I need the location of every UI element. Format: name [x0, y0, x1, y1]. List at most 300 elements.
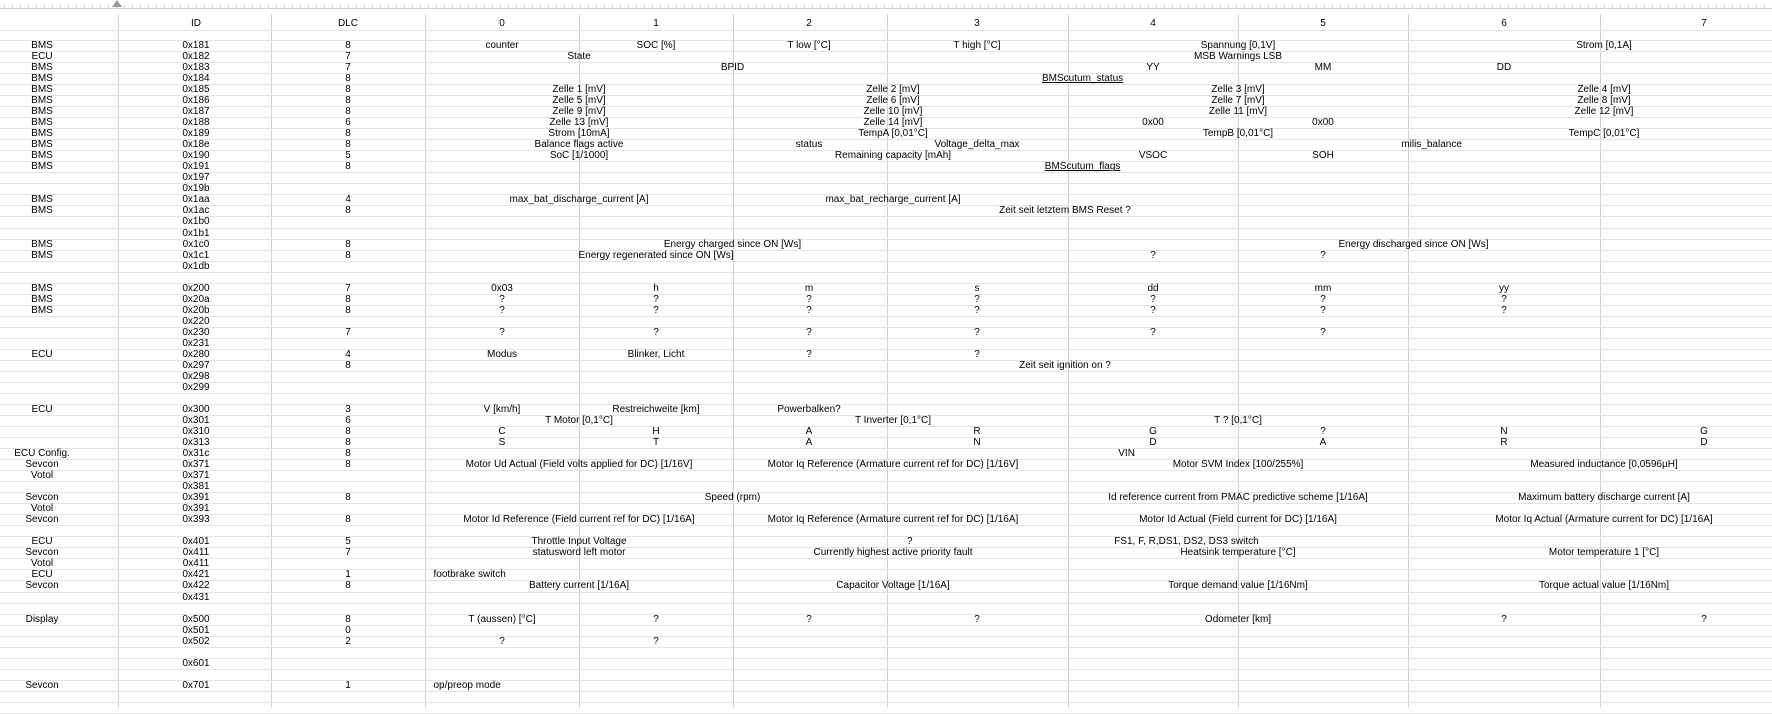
row-id[interactable]: 0x1ac — [182, 205, 210, 217]
row-id[interactable]: 0x313 — [182, 437, 210, 449]
byte-cell[interactable]: Zelle 4 [mV] — [1577, 84, 1631, 96]
byte-cell[interactable]: Motor SVM Index [100/255%] — [1172, 459, 1304, 471]
row-dlc[interactable]: 8 — [345, 95, 351, 107]
row-dlc[interactable]: 1 — [345, 679, 351, 691]
row-id[interactable]: 0x220 — [182, 315, 210, 327]
byte-cell[interactable]: Powerbalken? — [777, 403, 841, 415]
byte-cell[interactable]: YY — [1146, 62, 1160, 74]
byte-cell[interactable]: Motor Iq Reference (Armature current ref for DC) [1/16V] — [767, 459, 1019, 471]
row-id[interactable]: 0x31c — [182, 448, 210, 460]
byte-cell[interactable]: Strom [10mA] — [548, 128, 610, 140]
row-gridline — [0, 172, 1772, 173]
indent-marker-icon[interactable] — [112, 0, 122, 7]
byte-cell[interactable]: SoC [1/1000] — [549, 150, 609, 162]
byte-cell[interactable]: Zelle 8 [mV] — [1577, 95, 1631, 107]
header-byte-2[interactable]: 2 — [806, 18, 812, 29]
ruler-tick — [1196, 5, 1197, 8]
byte-cell[interactable]: ? — [1320, 293, 1326, 305]
byte-cell[interactable]: C — [498, 426, 506, 438]
row-id[interactable]: 0x411 — [182, 547, 210, 559]
row-dlc[interactable]: 8 — [345, 613, 351, 625]
byte-cell[interactable]: Zelle 14 [mV] — [863, 117, 923, 129]
byte-cell[interactable]: A — [805, 426, 813, 438]
row-id[interactable]: 0x431 — [182, 591, 210, 603]
row-gridline — [0, 669, 1772, 670]
byte-cell[interactable]: ? — [1150, 326, 1156, 338]
row-gridline — [0, 261, 1772, 262]
row-id[interactable]: 0x502 — [182, 635, 210, 647]
row-node[interactable]: BMS — [31, 62, 53, 74]
row-node[interactable]: BMS — [31, 106, 53, 118]
byte-cell[interactable]: ? — [499, 326, 505, 338]
row-id[interactable]: 0x391 — [182, 492, 210, 504]
byte-cell[interactable]: Remaining capacity [mAh] — [834, 150, 952, 162]
byte-cell[interactable]: Voltage_delta_max — [934, 139, 1020, 151]
byte-cell[interactable]: MSB Warnings LSB — [1194, 51, 1282, 63]
row-node[interactable]: BMS — [31, 238, 53, 250]
byte-cell[interactable]: Throttle Input Voltage — [531, 536, 627, 548]
byte-cell[interactable]: mm — [1314, 282, 1332, 294]
byte-cell[interactable]: R — [1500, 437, 1508, 449]
byte-cell[interactable]: ? — [806, 326, 812, 338]
byte-cell[interactable]: Energy charged since ON [Ws] — [663, 238, 802, 250]
byte-cell[interactable]: Modus — [486, 348, 518, 360]
ruler-tick — [44, 5, 45, 8]
header-byte-4[interactable]: 4 — [1150, 18, 1156, 29]
byte-cell[interactable]: SOH — [1312, 150, 1334, 162]
row-node[interactable]: Sevcon — [25, 492, 59, 504]
row-id[interactable]: 0x1b1 — [182, 227, 210, 239]
byte-cell[interactable]: TempA [0,01°C] — [858, 128, 928, 140]
byte-cell[interactable]: Heatsink temperature [°C] — [1180, 547, 1296, 559]
row-node[interactable]: BMS — [31, 117, 53, 129]
byte-cell[interactable]: Zeit seit ignition on ? — [1019, 359, 1111, 371]
byte-cell[interactable]: ? — [974, 348, 980, 360]
ruler-tick — [140, 5, 141, 8]
byte-cell[interactable]: ? — [1150, 304, 1156, 316]
byte-cell[interactable]: ? — [653, 326, 659, 338]
row-dlc[interactable]: 8 — [345, 293, 351, 305]
row-id[interactable]: 0x188 — [182, 117, 210, 129]
byte-cell[interactable]: Currently highest active priority fault — [813, 547, 973, 559]
row-dlc[interactable]: 1 — [345, 569, 351, 581]
byte-cell[interactable]: Motor Iq Reference (Armature current ref for DC) [1/16A] — [767, 514, 1019, 526]
byte-cell[interactable]: ? — [974, 613, 980, 625]
byte-cell[interactable]: T (aussen) [°C] — [468, 613, 536, 625]
row-node[interactable]: ECU — [31, 536, 53, 548]
row-dlc[interactable]: 0 — [345, 624, 351, 636]
row-id[interactable]: 0x189 — [182, 128, 210, 140]
byte-cell[interactable]: ? — [1150, 293, 1156, 305]
row-node[interactable]: Sevcon — [25, 459, 59, 471]
row-id[interactable]: 0x391 — [182, 503, 210, 515]
byte-cell[interactable]: ? — [1320, 304, 1326, 316]
row-id[interactable]: 0x1aa — [182, 194, 210, 206]
byte-cell[interactable]: ? — [653, 293, 659, 305]
byte-cell[interactable]: T ? [0,1°C] — [1214, 415, 1262, 427]
ruler-tick — [1684, 5, 1685, 8]
row-node[interactable]: ECU Config. — [14, 448, 70, 460]
header-byte-3[interactable]: 3 — [974, 18, 980, 29]
ruler-tick — [828, 5, 829, 8]
byte-cell[interactable]: N — [1500, 426, 1508, 438]
row-id[interactable]: 0x20b — [182, 304, 210, 316]
row-node[interactable]: BMS — [31, 139, 53, 151]
byte-cell[interactable]: 0x00 — [1312, 117, 1334, 129]
row-id[interactable]: 0x20a — [182, 293, 210, 305]
row-node[interactable]: BMS — [31, 304, 53, 316]
byte-cell[interactable]: Maximum battery discharge current [A] — [1518, 492, 1690, 504]
byte-cell[interactable]: yy — [1499, 282, 1509, 294]
byte-cell[interactable]: Zelle 2 [mV] — [866, 84, 920, 96]
byte-cell[interactable]: milis_balance — [1401, 139, 1462, 151]
row-gridline — [0, 73, 1772, 74]
byte-cell[interactable]: T Motor [0,1°C] — [545, 415, 613, 427]
row-id[interactable]: 0x19b — [182, 183, 210, 195]
row-id[interactable]: 0x601 — [182, 657, 210, 669]
byte-cell[interactable]: Strom [0,1A] — [1576, 40, 1632, 51]
header-dlc[interactable]: DLC — [337, 18, 359, 29]
byte-cell[interactable]: Zelle 9 [mV] — [552, 106, 606, 118]
row-dlc[interactable]: 8 — [345, 106, 351, 118]
row-id[interactable]: 0x298 — [182, 370, 210, 382]
byte-cell[interactable]: status — [795, 139, 823, 151]
row-dlc[interactable]: 8 — [345, 426, 351, 438]
row-id[interactable]: 0x422 — [182, 580, 210, 592]
row-id[interactable]: 0x280 — [182, 348, 210, 360]
byte-cell[interactable]: Motor Ud Actual (Field volts applied for DC) [1/16V] — [465, 459, 693, 471]
byte-cell[interactable]: D — [1700, 437, 1708, 449]
byte-cell[interactable]: ? — [806, 348, 812, 360]
row-id[interactable]: 0x299 — [182, 381, 210, 393]
row-dlc[interactable]: 8 — [345, 84, 351, 96]
row-dlc[interactable]: 3 — [345, 403, 351, 415]
byte-cell[interactable]: Restreichweite [km] — [612, 403, 700, 415]
row-dlc[interactable]: 8 — [345, 161, 351, 173]
ruler-tick — [1668, 5, 1669, 8]
header-id[interactable]: ID — [191, 18, 201, 29]
byte-cell[interactable]: Zelle 7 [mV] — [1211, 95, 1265, 107]
byte-cell[interactable]: Motor Id Actual (Field current for DC) [1/16A] — [1139, 514, 1337, 526]
row-dlc[interactable]: 7 — [345, 326, 351, 338]
byte-cell[interactable]: S — [498, 437, 506, 449]
row-node[interactable]: BMS — [31, 128, 53, 140]
row-id[interactable]: 0x184 — [182, 73, 210, 85]
byte-cell[interactable]: D — [1149, 437, 1157, 449]
byte-cell[interactable]: ? — [499, 304, 505, 316]
byte-cell[interactable]: DD — [1496, 62, 1512, 74]
byte-cell[interactable]: State — [567, 51, 591, 63]
row-node[interactable]: BMS — [31, 282, 53, 294]
byte-cell[interactable]: T high [°C] — [953, 40, 1001, 51]
row-id[interactable]: 0x371 — [182, 470, 210, 482]
byte-cell[interactable]: G — [1149, 426, 1157, 438]
row-id[interactable]: 0x501 — [182, 624, 210, 636]
byte-cell[interactable]: max_bat_discharge_current [A] — [509, 194, 649, 206]
byte-cell[interactable]: 0x00 — [1142, 117, 1164, 129]
row-id[interactable]: 0x230 — [182, 326, 210, 338]
row-id[interactable]: 0x187 — [182, 106, 210, 118]
row-gridline — [0, 448, 1772, 449]
byte-cell[interactable]: ? — [974, 293, 980, 305]
byte-cell[interactable]: h — [653, 282, 659, 294]
row-id[interactable]: 0x1c1 — [182, 249, 210, 261]
byte-cell[interactable]: FS1, F, R,DS1, DS2, DS3 switch — [1114, 536, 1259, 548]
byte-cell[interactable]: BMScutum_flags — [1044, 161, 1121, 173]
byte-cell[interactable]: max_bat_recharge_current [A] — [825, 194, 961, 206]
row-id[interactable]: 0x181 — [182, 40, 210, 51]
byte-cell[interactable]: Zelle 10 [mV] — [863, 106, 923, 118]
row-id[interactable]: 0x182 — [182, 51, 210, 63]
row-id[interactable]: 0x401 — [182, 536, 210, 548]
row-gridline — [0, 404, 1772, 405]
byte-cell[interactable]: T Inverter [0,1°C] — [854, 415, 932, 427]
row-id[interactable]: 0x301 — [182, 415, 210, 427]
row-id[interactable]: 0x231 — [182, 337, 210, 349]
byte-cell[interactable]: ? — [806, 293, 812, 305]
row-id[interactable]: 0x183 — [182, 62, 210, 74]
byte-cell[interactable]: ? — [1150, 249, 1156, 261]
row-node[interactable]: BMS — [31, 293, 53, 305]
byte-cell[interactable]: Zeit seit letztem BMS Reset ? — [999, 205, 1131, 217]
byte-cell[interactable]: ? — [1501, 304, 1507, 316]
byte-cell[interactable]: Motor Id Reference (Field current ref for DC) [1/16A] — [463, 514, 695, 526]
row-dlc[interactable]: 7 — [345, 282, 351, 294]
byte-cell[interactable]: Zelle 12 [mV] — [1574, 106, 1634, 118]
byte-cell[interactable]: ? — [1320, 249, 1326, 261]
row-gridline — [0, 680, 1772, 681]
row-node[interactable]: ECU — [31, 569, 53, 581]
row-gridline — [0, 636, 1772, 637]
byte-cell[interactable]: footbrake switch — [433, 569, 506, 581]
row-node[interactable]: Sevcon — [25, 514, 59, 526]
byte-cell[interactable]: Motor temperature 1 [°C] — [1548, 547, 1660, 559]
byte-cell[interactable]: N — [973, 437, 981, 449]
byte-cell[interactable]: Blinker, Licht — [627, 348, 685, 360]
row-dlc[interactable]: 5 — [345, 150, 351, 162]
row-node[interactable]: BMS — [31, 161, 53, 173]
byte-cell[interactable]: Odometer [km] — [1204, 613, 1272, 625]
byte-cell[interactable]: TempB [0,01°C] — [1202, 128, 1274, 140]
byte-cell[interactable]: m — [804, 282, 814, 294]
row-dlc[interactable]: 4 — [345, 348, 351, 360]
row-id[interactable]: 0x197 — [182, 172, 210, 184]
row-id[interactable]: 0x297 — [182, 359, 210, 371]
byte-cell[interactable]: H — [652, 426, 660, 438]
header-byte-5[interactable]: 5 — [1320, 18, 1326, 29]
header-byte-1[interactable]: 1 — [653, 18, 659, 29]
row-dlc[interactable]: 8 — [345, 128, 351, 140]
row-node[interactable]: BMS — [31, 150, 53, 162]
row-id[interactable]: 0x1db — [182, 260, 210, 272]
row-dlc[interactable]: 8 — [345, 40, 351, 51]
row-node[interactable]: BMS — [31, 205, 53, 217]
byte-cell[interactable]: ? — [806, 304, 812, 316]
row-dlc[interactable]: 8 — [345, 459, 351, 471]
byte-cell[interactable]: TempC [0,01°C] — [1568, 128, 1640, 140]
row-id[interactable]: 0x185 — [182, 84, 210, 96]
row-node[interactable]: BMS — [31, 73, 53, 85]
byte-cell[interactable]: Motor Iq Actual (Armature current for DC) [1/16A] — [1495, 514, 1713, 526]
ruler-tick — [276, 5, 277, 8]
row-node[interactable]: Votol — [30, 503, 54, 515]
ruler-tick — [868, 5, 869, 8]
row-dlc[interactable]: 8 — [345, 304, 351, 316]
row-node[interactable]: Display — [25, 613, 59, 625]
byte-cell[interactable]: ? — [907, 536, 913, 548]
row-dlc[interactable]: 5 — [345, 536, 351, 548]
byte-cell[interactable]: VSOC — [1138, 150, 1168, 162]
byte-cell[interactable]: Capacitor Voltage [1/16A] — [836, 580, 950, 592]
byte-cell[interactable]: dd — [1147, 282, 1159, 294]
ruler-tick — [1244, 5, 1245, 8]
row-dlc[interactable]: 8 — [345, 238, 351, 250]
byte-cell[interactable]: Measured inductance [0,0596µH] — [1530, 459, 1678, 471]
ruler-tick — [1524, 5, 1525, 8]
byte-cell[interactable]: T low [°C] — [787, 40, 831, 51]
byte-cell[interactable]: Balance flags active — [534, 139, 624, 151]
row-node[interactable]: ECU — [31, 51, 53, 63]
header-byte-0[interactable]: 0 — [499, 18, 505, 29]
row-dlc[interactable]: 8 — [345, 437, 351, 449]
byte-cell[interactable]: VIN — [1118, 448, 1135, 460]
row-dlc[interactable]: 6 — [345, 117, 351, 129]
byte-cell[interactable]: ? — [1320, 326, 1326, 338]
row-id[interactable]: 0x300 — [182, 403, 210, 415]
row-node[interactable]: BMS — [31, 194, 53, 206]
byte-cell[interactable]: SOC [%] — [636, 40, 676, 51]
row-node[interactable]: BMS — [31, 95, 53, 107]
ruler-tick — [556, 5, 557, 8]
byte-cell[interactable]: A — [805, 437, 813, 449]
row-dlc[interactable]: 6 — [345, 415, 351, 427]
row-dlc[interactable]: 2 — [345, 635, 351, 647]
byte-cell[interactable]: counter — [485, 40, 519, 51]
row-id[interactable]: 0x381 — [182, 481, 210, 493]
row-id[interactable]: 0x1b0 — [182, 216, 210, 228]
byte-cell[interactable]: A — [1319, 437, 1327, 449]
ruler-tick — [204, 5, 205, 8]
ruler-tick — [1676, 5, 1677, 8]
byte-cell[interactable]: ? — [806, 613, 812, 625]
byte-cell[interactable]: ? — [499, 293, 505, 305]
byte-cell[interactable]: Speed (rpm) — [704, 492, 761, 504]
byte-cell[interactable]: 0x03 — [491, 282, 513, 294]
row-node[interactable]: BMS — [31, 40, 53, 51]
row-node[interactable]: ECU — [31, 348, 53, 360]
row-id[interactable]: 0x701 — [182, 679, 210, 691]
row-id[interactable]: 0x393 — [182, 514, 210, 526]
byte-cell[interactable]: Zelle 6 [mV] — [866, 95, 920, 107]
row-node[interactable]: Sevcon — [25, 580, 59, 592]
row-id[interactable]: 0x421 — [182, 569, 210, 581]
row-dlc[interactable]: 8 — [345, 249, 351, 261]
byte-cell[interactable]: ? — [1501, 613, 1507, 625]
ruler-tick — [172, 5, 173, 8]
row-dlc[interactable]: 8 — [345, 492, 351, 504]
byte-cell[interactable]: ? — [653, 304, 659, 316]
row-node[interactable]: Sevcon — [25, 547, 59, 559]
row-id[interactable]: 0x500 — [182, 613, 210, 625]
byte-cell[interactable]: Zelle 1 [mV] — [552, 84, 606, 96]
row-dlc[interactable]: 7 — [345, 547, 351, 559]
header-byte-6[interactable]: 6 — [1501, 18, 1507, 29]
row-node[interactable]: Votol — [30, 470, 54, 482]
byte-cell[interactable]: BPID — [720, 62, 745, 74]
byte-cell[interactable]: BMScutum_status — [1042, 73, 1124, 85]
byte-cell[interactable]: V [km/h] — [483, 403, 521, 415]
byte-cell[interactable]: ? — [1320, 426, 1326, 438]
row-node[interactable]: BMS — [31, 249, 53, 261]
byte-cell[interactable]: G — [1700, 426, 1708, 438]
row-dlc[interactable]: 8 — [345, 580, 351, 592]
byte-cell[interactable]: ? — [974, 326, 980, 338]
byte-cell[interactable]: op/preop mode — [433, 679, 501, 691]
byte-cell[interactable]: Spannung [0,1V] — [1200, 40, 1276, 51]
row-dlc[interactable]: 8 — [345, 73, 351, 85]
row-id[interactable]: 0x190 — [182, 150, 210, 162]
row-dlc[interactable]: 8 — [345, 139, 351, 151]
row-id[interactable]: 0x1c0 — [182, 238, 210, 250]
byte-cell[interactable]: Zelle 11 [mV] — [1208, 106, 1268, 118]
row-id[interactable]: 0x310 — [182, 426, 210, 438]
byte-cell[interactable]: ? — [499, 635, 505, 647]
byte-cell[interactable]: ? — [1701, 613, 1707, 625]
ruler-tick — [1380, 5, 1381, 8]
byte-cell[interactable]: Zelle 5 [mV] — [552, 95, 606, 107]
byte-cell[interactable]: Torque actual value [1/16Nm] — [1538, 580, 1670, 592]
row-dlc[interactable]: 8 — [345, 448, 351, 460]
byte-cell[interactable]: Battery current [1/16A] — [528, 580, 630, 592]
row-id[interactable]: 0x186 — [182, 95, 210, 107]
byte-cell[interactable]: ? — [653, 635, 659, 647]
ruler-tick — [964, 5, 965, 8]
row-dlc[interactable]: 8 — [345, 514, 351, 526]
row-node[interactable]: BMS — [31, 84, 53, 96]
row-id[interactable]: 0x371 — [182, 459, 210, 471]
row-dlc[interactable]: 8 — [345, 205, 351, 217]
byte-cell[interactable]: statusword left motor — [532, 547, 626, 559]
header-byte-7[interactable]: 7 — [1701, 18, 1707, 29]
byte-cell[interactable]: Zelle 13 [mV] — [549, 117, 609, 129]
row-dlc[interactable]: 7 — [345, 62, 351, 74]
byte-cell[interactable]: Zelle 3 [mV] — [1211, 84, 1265, 96]
row-dlc[interactable]: 8 — [345, 359, 351, 371]
byte-cell[interactable]: Torque demand value [1/16Nm] — [1168, 580, 1308, 592]
row-id[interactable]: 0x18e — [182, 139, 210, 151]
row-dlc[interactable]: 7 — [345, 51, 351, 63]
ruler-tick — [660, 5, 661, 8]
byte-cell[interactable]: Energy discharged since ON [Ws] — [1338, 238, 1489, 250]
byte-cell[interactable]: ? — [974, 304, 980, 316]
row-node[interactable]: Sevcon — [25, 679, 59, 691]
row-id[interactable]: 0x411 — [182, 558, 210, 570]
byte-cell[interactable]: T — [652, 437, 660, 449]
row-node[interactable]: Votol — [30, 558, 54, 570]
byte-cell[interactable]: ? — [1501, 293, 1507, 305]
row-id[interactable]: 0x200 — [182, 282, 210, 294]
row-gridline — [0, 393, 1772, 394]
byte-cell[interactable]: s — [974, 282, 980, 294]
byte-cell[interactable]: R — [973, 426, 981, 438]
byte-cell[interactable]: Id reference current from PMAC predictive scheme [1/16A] — [1108, 492, 1368, 504]
byte-cell[interactable]: Energy regenerated since ON [Ws] — [578, 249, 734, 261]
byte-cell[interactable]: MM — [1314, 62, 1332, 74]
row-dlc[interactable]: 4 — [345, 194, 351, 206]
row-id[interactable]: 0x191 — [182, 161, 210, 173]
byte-cell[interactable]: ? — [653, 613, 659, 625]
row-node[interactable]: ECU — [31, 403, 53, 415]
